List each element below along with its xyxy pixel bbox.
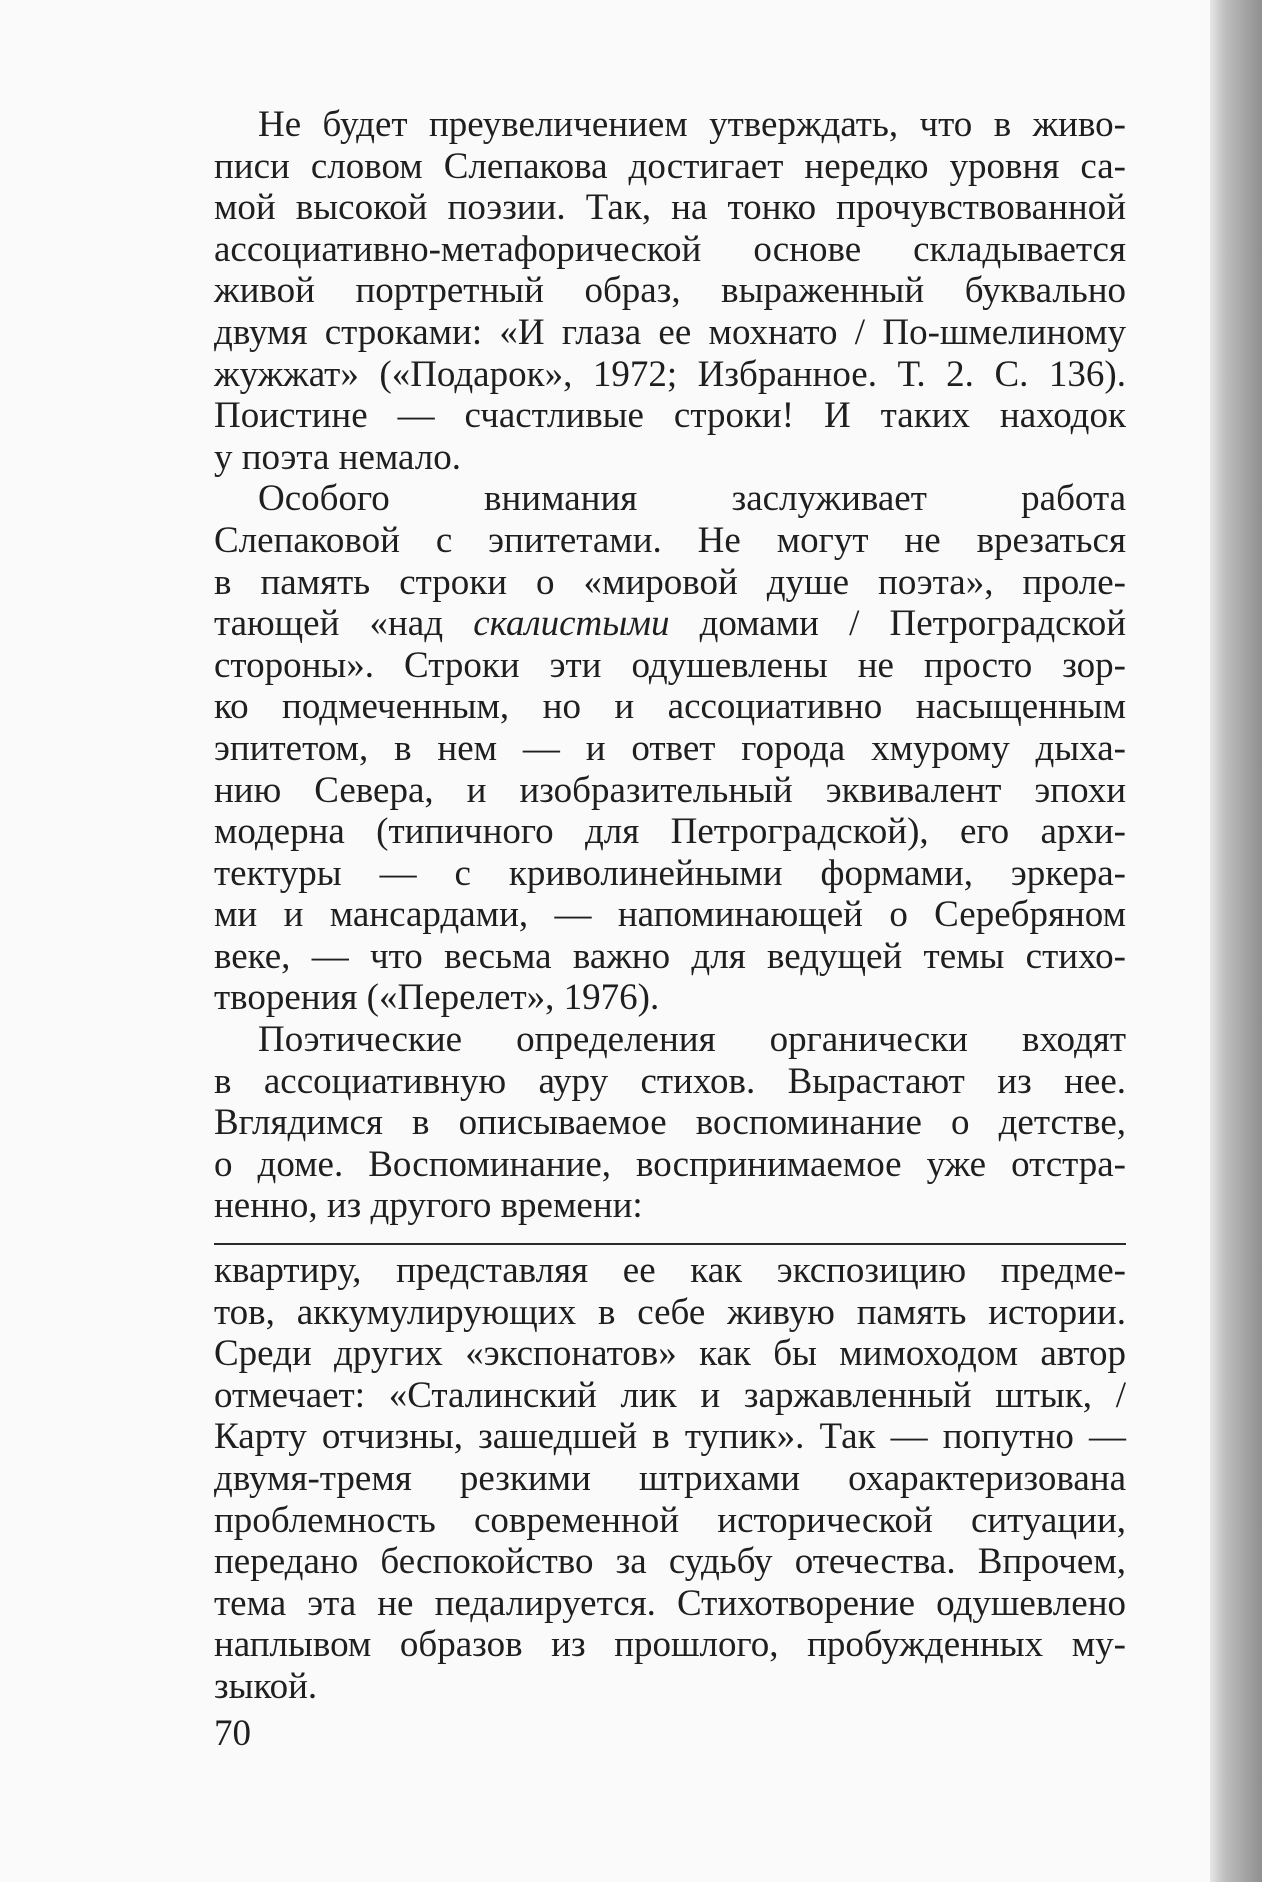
footnote-line: квартиру, представляя ее как экспозицию предме- <box>214 1250 1126 1291</box>
text-line: в память строки о «мировой душе поэта», проле- <box>214 561 1126 603</box>
text-line: тектуры — с криволинейными формами, эркера- <box>214 852 1126 894</box>
footnote-line: тема эта не педалируется. Стихотворение одушевлено <box>214 1582 1126 1624</box>
paragraph-2 <box>214 478 1126 1019</box>
italic-word: скалистыми <box>473 603 670 645</box>
text-line: у поэта немало. <box>214 436 462 478</box>
footnote-line: зыкой. <box>214 1665 318 1707</box>
text-line: живой портретный образ, выраженный буквально <box>214 270 1126 312</box>
text-line: Вглядимся в описываемое воспоминание о детстве, <box>214 1102 1126 1144</box>
footnote-paragraph <box>214 1250 1126 1708</box>
footnote-line: проблемность современной исторической ситуации, <box>214 1499 1126 1541</box>
text-line: стороны». Строки эти одушевлены не просто зор- <box>214 644 1126 686</box>
footnote-line: отмечает: «Сталинский лик и заржавленный штык, / <box>214 1374 1126 1416</box>
footnote-divider <box>214 1243 1126 1245</box>
text-line: двумя строками: «И глаза ее мохнато / По-шмелиному <box>214 311 1126 353</box>
text-line: Поистине — счастливые строки! И таких находок <box>214 395 1126 437</box>
text-line: ассоциативно-метафорической основе складывается <box>214 228 1126 270</box>
text-run: тающей «над <box>214 603 474 645</box>
text-line: жужжат» («Подарок», 1972; Избранное. Т. 2. С. 136). <box>214 353 1126 395</box>
page-edge-shadow <box>1210 0 1262 1882</box>
text-line: ми и мансардами, — напоминающей о Серебряном <box>214 894 1126 936</box>
paragraph-3 <box>214 1019 1126 1227</box>
text-line: нию Севера, и изобразительный эквивалент эпохи <box>214 769 1126 811</box>
text-line: Не будет преувеличением утверждать, что в живо- <box>258 104 1126 145</box>
footnote-line: передано беспокойство за судьбу отечества. Впрочем, <box>214 1541 1126 1583</box>
text-line: творения («Перелет», 1976). <box>214 977 660 1019</box>
footnote-line: тов, аккумулирующих в себе живую память истории. <box>214 1291 1126 1333</box>
text-line: писи словом Слепакова достигает нередко уровня са- <box>214 145 1126 187</box>
text-run: домами / Петроградской <box>669 603 1126 645</box>
text-line: ко подмеченным, но и ассоциативно насыщенным <box>214 686 1126 728</box>
text-line: Слепаковой с эпитетами. Не могут не врезаться <box>214 519 1126 561</box>
main-text <box>214 104 1126 1227</box>
text-line-with-italic <box>214 603 1126 645</box>
text-line: эпитетом, в нем — и ответ города хмурому дыха- <box>214 727 1126 769</box>
paragraph-1 <box>214 104 1126 478</box>
page-number: 70 <box>214 1713 251 1754</box>
footnote-line: двумя-тремя резкими штрихами охарактеризована <box>214 1457 1126 1499</box>
text-line: о доме. Воспоминание, воспринимаемое уже отстра- <box>214 1143 1126 1185</box>
footnote <box>214 1250 1126 1708</box>
text-line: веке, — что весьма важно для ведущей темы стихо- <box>214 935 1126 977</box>
text-line: ненно, из другого времени: <box>214 1185 643 1227</box>
text-line: в ассоциативную ауру стихов. Вырастают из нее. <box>214 1060 1126 1102</box>
text-line: Особого внимания заслуживает работа <box>258 478 1126 520</box>
footnote-line: наплывом образов из прошлого, пробужденных му- <box>214 1624 1126 1666</box>
footnote-line: Среди других «экспонатов» как бы мимоходом автор <box>214 1333 1126 1375</box>
text-line: Поэтические определения органически входят <box>258 1019 1126 1061</box>
text-line: модерна (типичного для Петроградской), его архи- <box>214 811 1126 853</box>
text-line: мой высокой поэзии. Так, на тонко прочувствованной <box>214 187 1126 229</box>
footnote-line: Карту отчизны, зашедшей в тупик». Так — попутно — <box>214 1416 1126 1458</box>
